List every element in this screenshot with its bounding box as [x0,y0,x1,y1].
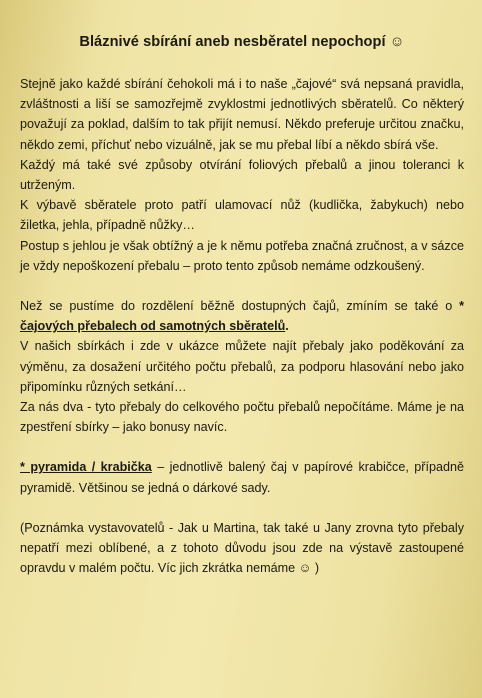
spacer [20,276,464,296]
spacer [20,437,464,457]
section3-text: – jednotlivě balený čaj v papírové krabičce, případně pyramidě. Většinou se jedná o dárkové sady. [20,460,464,495]
paragraph-thanks: V našich sbírkách i zde v ukázce můžete najít přebaly jako poděkování za výměnu, za dosažení určitého počtu přebalů, za podporu hlasování nebo jako připomínku různých setkání… [20,339,464,394]
section3-heading: * pyramida / krabička [20,460,152,475]
section2-heading: čajových přebalech od samotných sběratelů [20,319,286,334]
section2-marker: * [459,299,464,314]
paragraph-intro: Stejně jako každé sbírání čehokoli má i to naše „čajové“ svá nepsaná pravidla, zvláštnosti a liší se samozřejmě zvyklostmi jednotlivých sběratelů. Co některý považují za poklad, dalším to tak přijít nemusí. Někdo preferuje určitou značku, někdo zemi, příchuť nebo vizuálně, jak se mu přebal líbí a někdo sbírá vše. [20,77,464,152]
document-title: Bláznivé sbírání aneb nesběratel nepochopí ☺ [79,34,405,50]
section2-intro [20,296,464,336]
paragraph-needle: Postup s jehlou je však obtížný a je k němu potřeba značná zručnost, a v sázce je vždy nepoškození přebalu – proto tento způsob nemáme odzkoušený. [20,238,464,273]
exhibitor-note: (Poznámka vystavovatelů - Jak u Martina, tak také u Jany zrovna tyto přebaly nepatří mezi oblíbené, a z tohoto důvodu jsou zde na výstavě zastoupené opravdu v malém počtu. Víc jich zkrátka nemáme ☺ ) [20,520,464,576]
section3-paragraph [20,457,464,497]
spacer [20,498,464,518]
section2-heading-end: . [285,319,289,334]
paragraph-not-counted: Za nás dva - tyto přebaly do celkového počtu přebalů nepočítáme. Máme je na zpestření sbírky – jako bonusy navíc. [20,400,464,435]
paragraph-tools: K výbavě sběratele proto patří ulamovací nůž (kudlička, žabykuch) nebo žiletka, jehla, případně nůžky… [20,198,464,233]
section2-intro-text: Než se pustíme do rozdělení běžně dostupných čajů, zmíním se také o [20,299,453,314]
paragraph-opening-methods: Každý má také své způsoby otvírání foliových přebalů a jinou toleranci k utrženým. [20,157,464,193]
